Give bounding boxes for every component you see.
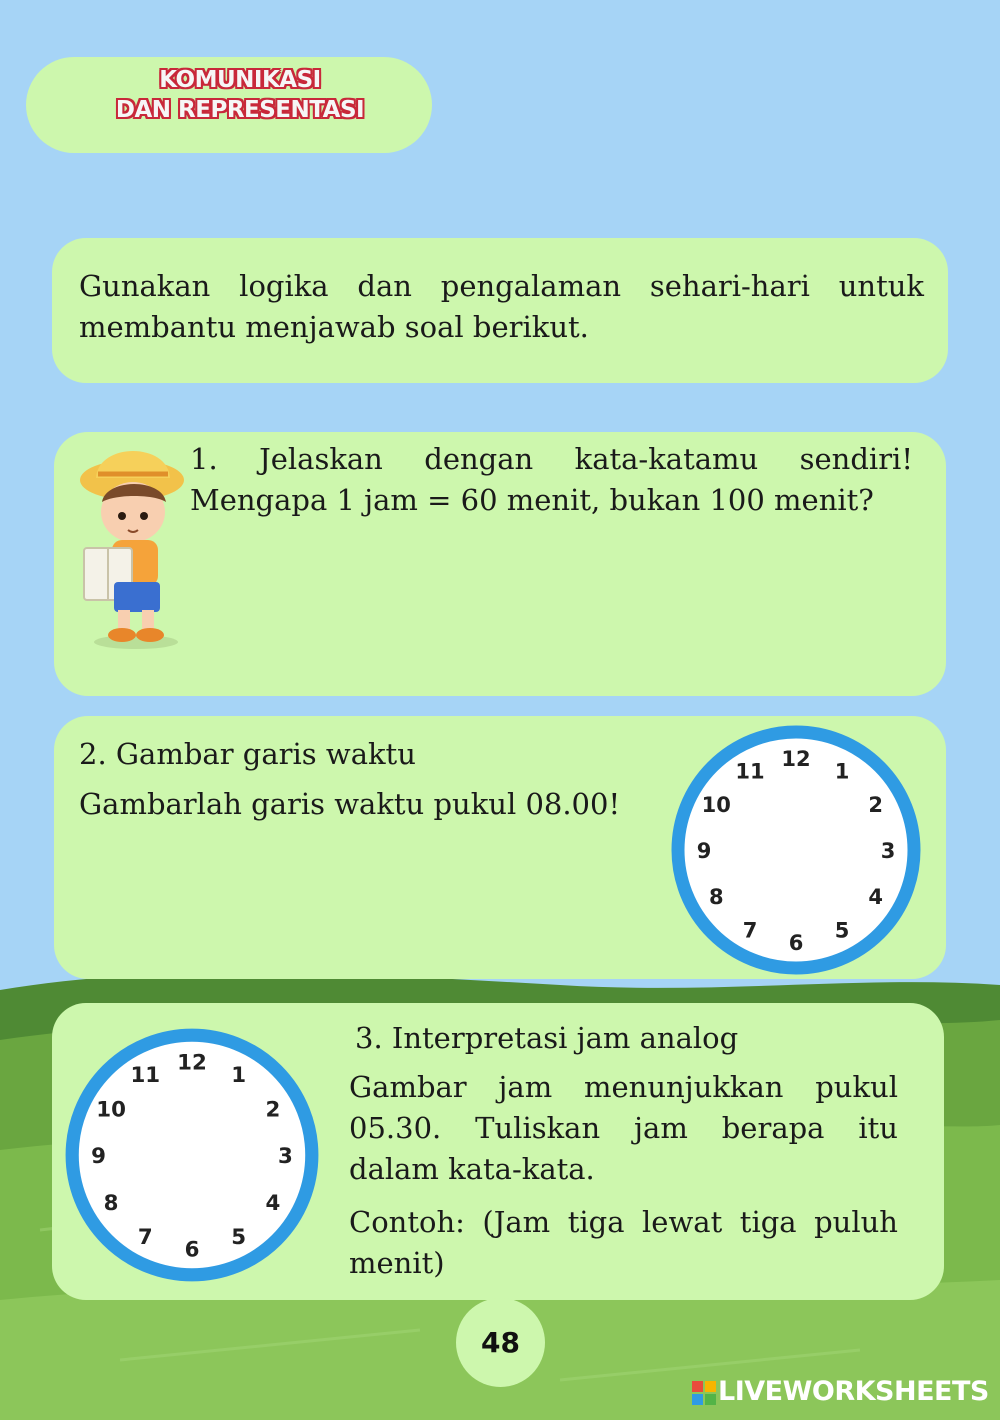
clock-numeral: 9 [91,1144,107,1170]
question-3-text: Gambar jam menunjukkan pukul 05.30. Tuliskan jam berapa itu dalam kata-kata. [349,1070,898,1186]
clock-numeral: 2 [265,1097,281,1123]
clock-numeral: 10 [96,1097,126,1123]
clock-numeral: 10 [701,793,731,817]
page-number: 48 [456,1298,545,1387]
question-3-example: Contoh: (Jam tiga lewat tiga puluh menit) [349,1205,898,1280]
clock-numeral: 6 [184,1237,200,1263]
clock-numeral: 4 [868,885,884,909]
question-2-text: Gambarlah garis waktu pukul 08.00! [79,787,621,821]
instruction-card [52,238,948,383]
liveworksheets-logo-icon [692,1381,716,1405]
question-3-title: 3. Interpretasi jam analog [355,1021,739,1055]
clock-numeral: 5 [231,1225,247,1251]
clock-numeral: 8 [708,885,724,909]
section-heading-badge [26,57,432,153]
clock-numeral: 3 [880,839,896,863]
question-1-card [54,432,946,696]
clock-numeral: 9 [696,839,712,863]
watermark-text: LIVEWORKSHEETS [718,1376,989,1407]
instruction-text: Gunakan logika dan pengalaman sehari-hari untuk membantu menjawab soal berikut. [79,269,924,344]
question-3-card [52,1003,944,1300]
analog-clock-icon [666,720,926,980]
clock-numeral: 7 [742,918,758,943]
question-2-title: 2. Gambar garis waktu [79,737,416,771]
clock-numeral: 6 [788,931,804,955]
clock-numeral: 3 [277,1144,293,1170]
question-2-card [54,716,946,979]
heading-line-2: DAN REPRESENTASI [115,97,365,123]
analog-clock-icon [60,1023,324,1287]
question-1-text: 1. Jelaskan dengan kata-katamu sendiri! Mengapa 1 jam = 60 menit, bukan 100 menit? [190,442,913,517]
clock-numeral: 4 [265,1190,281,1216]
clock-numeral: 2 [868,793,884,817]
clock-numeral: 1 [231,1063,247,1089]
clock-numeral: 11 [735,759,765,784]
clock-numeral: 12 [781,747,811,771]
clock-numeral: 5 [834,918,850,943]
clock-numeral: 8 [103,1190,119,1216]
explorer-boy-icon [76,436,188,650]
clock-numeral: 1 [834,759,850,784]
clock-numeral: 7 [137,1225,153,1251]
clock-numeral: 12 [177,1050,207,1076]
heading-line-1: KOMUNIKASI [159,67,321,93]
clock-numeral: 11 [130,1063,161,1089]
liveworksheets-watermark [692,1374,992,1414]
